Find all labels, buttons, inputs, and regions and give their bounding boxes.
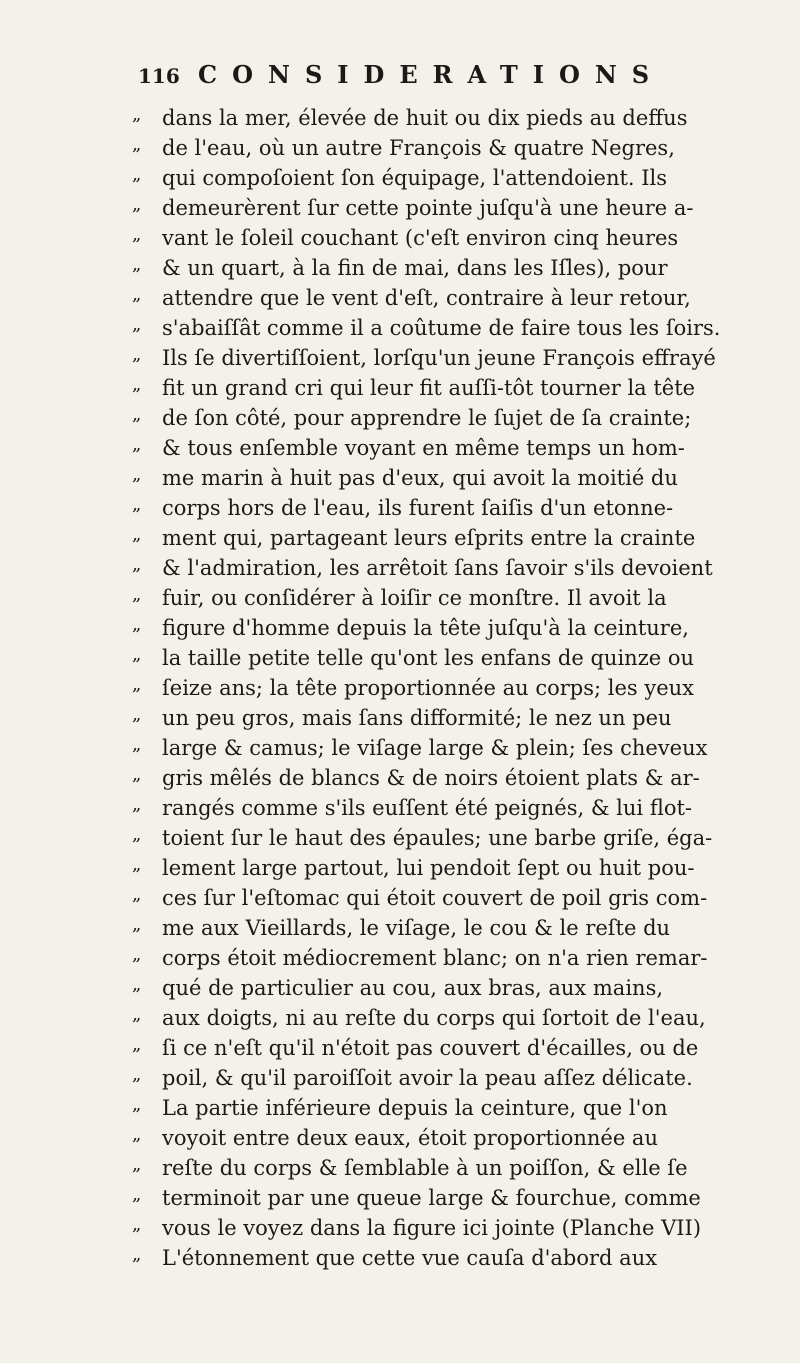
text-line (132, 343, 716, 373)
line-text: corps étoit médiocrement blanc; on n'a rien remar- (162, 946, 708, 970)
line-text: fit un grand cri qui leur fit auſſi-tôt tourner la tête (162, 376, 696, 400)
line-text: ſeize ans; la tête proportionnée au corps; les yeux (162, 676, 694, 700)
line-text: qué de particulier au cou, aux bras, aux mains, (162, 976, 664, 1000)
line-text: demeurèrent ſur cette pointe juſqu'à une heure a- (162, 196, 694, 220)
quote-mark: „ (132, 974, 142, 995)
text-line (132, 103, 692, 133)
quote-mark: „ (132, 254, 142, 275)
quote-mark: „ (132, 644, 142, 665)
text-line (132, 223, 692, 253)
quote-mark: „ (132, 1124, 142, 1145)
quote-mark: „ (132, 104, 142, 125)
quote-mark: „ (132, 1154, 142, 1175)
line-text: terminoit par une queue large & fourchue, comme (162, 1186, 701, 1210)
quote-mark: „ (132, 854, 142, 875)
quote-mark: „ (132, 464, 142, 485)
line-text: un peu gros, mais ſans difformité; le nez un peu (162, 706, 672, 730)
line-text: La partie inférieure depuis la ceinture, que l'on (162, 1096, 668, 1120)
quote-mark: „ (132, 1064, 142, 1085)
line-text: attendre que le vent d'eſt, contraire à leur retour, (162, 286, 691, 310)
text-line (132, 253, 692, 283)
quote-mark: „ (132, 824, 142, 845)
text-line (132, 973, 692, 1003)
text-line (132, 493, 692, 523)
text-line (132, 193, 692, 223)
text-line (132, 1093, 692, 1123)
text-line (132, 793, 692, 823)
quote-mark: „ (132, 194, 142, 215)
text-line (132, 853, 695, 883)
line-text: & l'admiration, les arrêtoit ſans ſavoir s'ils devoient (162, 556, 713, 580)
quote-mark: „ (132, 734, 142, 755)
text-line (132, 1063, 692, 1093)
quote-mark: „ (132, 674, 142, 695)
text-line (132, 133, 692, 163)
line-text: ment qui, partageant leurs eſprits entre la crainte (162, 526, 696, 550)
text-line (132, 523, 696, 553)
quote-mark: „ (132, 344, 142, 365)
quote-mark: „ (132, 374, 142, 395)
line-text: fuir, ou conſidérer à loiſir ce monſtre. Il avoit la (162, 586, 667, 610)
text-line (132, 583, 692, 613)
quote-mark: „ (132, 554, 142, 575)
quote-mark: „ (132, 1184, 142, 1205)
line-text: figure d'homme depuis la tête juſqu'à la ceinture, (162, 616, 689, 640)
quote-mark: „ (132, 164, 142, 185)
line-text: L'étonnement que cette vue cauſa d'abord aux (162, 1246, 658, 1270)
text-line (132, 433, 692, 463)
quote-mark: „ (132, 224, 142, 245)
quote-mark: „ (132, 1094, 142, 1115)
text-line (132, 1003, 706, 1033)
line-text: large & camus; le viſage large & plein; ſes cheveux (162, 736, 708, 760)
text-line (132, 1033, 699, 1063)
text-line (132, 913, 692, 943)
line-text: Ils ſe divertiſſoient, lorſqu'un jeune François effrayé (162, 346, 716, 370)
quote-mark: „ (132, 434, 142, 455)
text-line (132, 1213, 702, 1243)
text-line (132, 1243, 692, 1273)
text-line (132, 1123, 692, 1153)
text-line (132, 613, 692, 643)
line-text: la taille petite telle qu'ont les enfans de quinze ou (162, 646, 695, 670)
text-line (132, 703, 692, 733)
line-text: & un quart, à la fin de mai, dans les Iſles), pour (162, 256, 668, 280)
line-text: s'abaiſſât comme il a coûtume de faire tous les ſoirs. (162, 316, 721, 340)
line-text: corps hors de l'eau, ils furent ſaiſis d'un etonne- (162, 496, 674, 520)
line-text: ces ſur l'eſtomac qui étoit couvert de poil gris com- (162, 886, 708, 910)
line-text: rangés comme s'ils euſſent été peignés, & lui flot- (162, 796, 693, 820)
text-line (132, 283, 692, 313)
running-title: CONSIDERATIONS (198, 60, 665, 89)
text-line (132, 823, 713, 853)
line-text: reſte du corps & ſemblable à un poiſſon, & elle ſe (162, 1156, 688, 1180)
quote-mark: „ (132, 524, 142, 545)
quote-mark: „ (132, 1244, 142, 1265)
quote-mark: „ (132, 1004, 142, 1025)
line-text: poil, & qu'il paroiſſoit avoir la peau aſſez délicate. (162, 1066, 693, 1090)
quote-mark: „ (132, 794, 142, 815)
line-text: de ſon côté, pour apprendre le ſujet de ſa crainte; (162, 406, 692, 430)
line-text: voyoit entre deux eaux, étoit proportionnée au (162, 1126, 658, 1150)
quote-mark: „ (132, 704, 142, 725)
line-text: me marin à huit pas d'eux, qui avoit la moitié du (162, 466, 678, 490)
line-text: & tous enſemble voyant en même temps un hom- (162, 436, 685, 460)
text-line (132, 163, 692, 193)
line-text: de l'eau, où un autre François & quatre Negres, (162, 136, 675, 160)
text-line (132, 763, 700, 793)
text-line (132, 1183, 701, 1213)
text-line (132, 463, 692, 493)
line-text: gris mêlés de blancs & de noirs étoient plats & ar- (162, 766, 700, 790)
quote-mark: „ (132, 914, 142, 935)
text-line (132, 373, 696, 403)
line-text: lement large partout, lui pendoit ſept ou huit pou- (162, 856, 695, 880)
quote-mark: „ (132, 404, 142, 425)
text-line (132, 403, 692, 433)
quote-mark: „ (132, 764, 142, 785)
body-text (132, 103, 721, 1273)
line-text: me aux Vieillards, le viſage, le cou & le reſte du (162, 916, 671, 940)
quote-mark: „ (132, 944, 142, 965)
text-line (132, 1153, 692, 1183)
line-text: dans la mer, élevée de huit ou dix pieds au deffus (162, 106, 688, 130)
page-number: 116 (138, 64, 180, 88)
text-line (132, 313, 721, 343)
text-line (132, 643, 695, 673)
quote-mark: „ (132, 314, 142, 335)
quote-mark: „ (132, 1034, 142, 1055)
quote-mark: „ (132, 614, 142, 635)
text-line (132, 673, 692, 703)
line-text: qui compoſoient ſon équipage, l'attendoient. Ils (162, 166, 668, 190)
line-text: vant le ſoleil couchant (c'eſt environ cinq heures (162, 226, 679, 250)
text-line (132, 553, 713, 583)
line-text: vous le voyez dans la figure ici jointe (Planche VII) (162, 1216, 702, 1240)
line-text: aux doigts, ni au reſte du corps qui ſortoit de l'eau, (162, 1006, 706, 1030)
text-line (132, 943, 708, 973)
quote-mark: „ (132, 284, 142, 305)
quote-mark: „ (132, 584, 142, 605)
quote-mark: „ (132, 134, 142, 155)
line-text: toient ſur le haut des épaules; une barbe griſe, éga- (162, 826, 713, 850)
line-text: ſi ce n'eſt qu'il n'étoit pas couvert d'écailles, ou de (162, 1036, 699, 1060)
text-line (132, 733, 708, 763)
quote-mark: „ (132, 1214, 142, 1235)
text-line (132, 883, 708, 913)
quote-mark: „ (132, 494, 142, 515)
quote-mark: „ (132, 884, 142, 905)
